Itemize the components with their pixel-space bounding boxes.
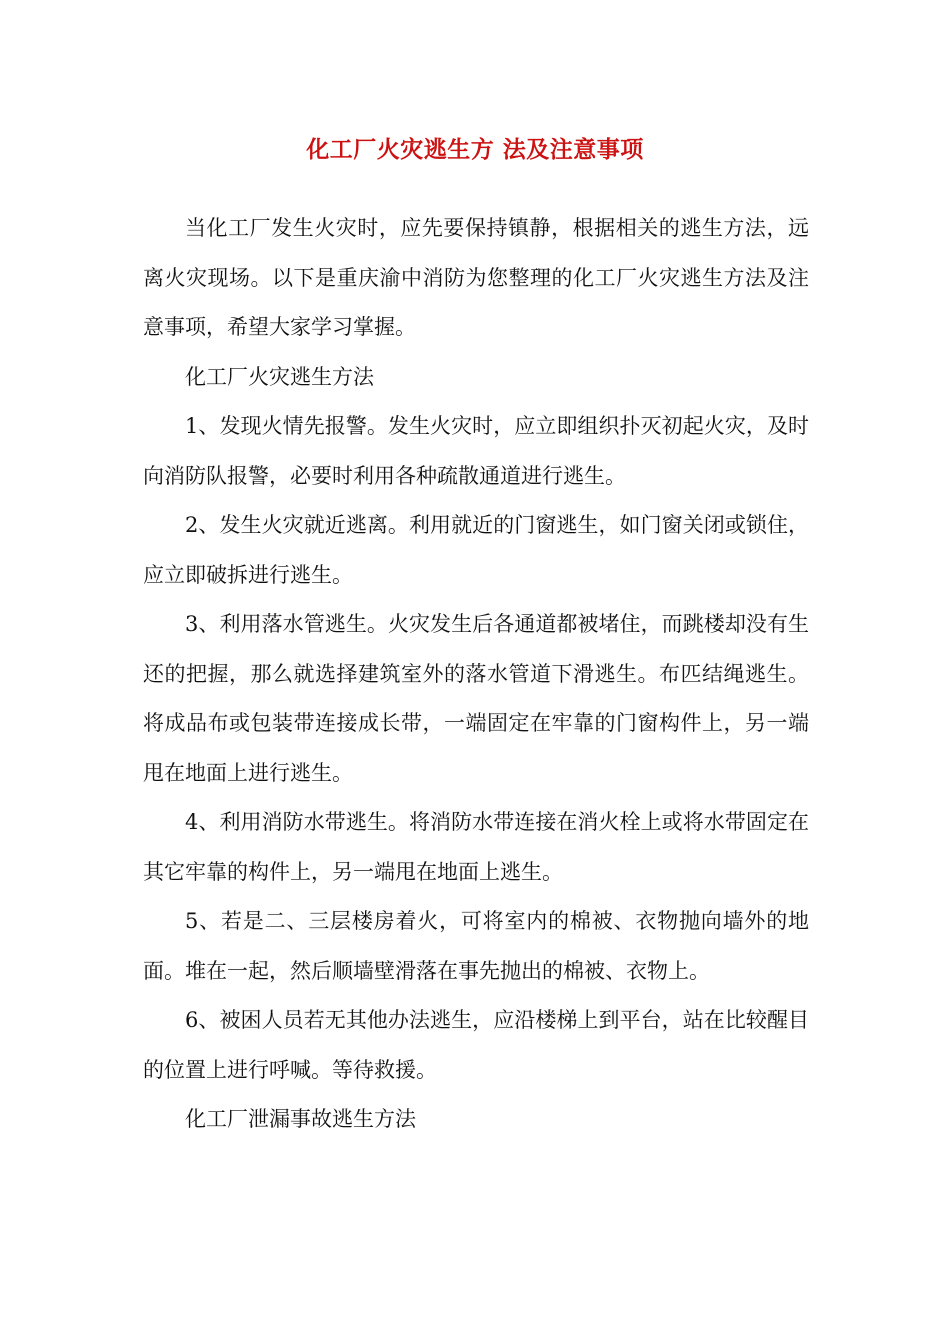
paragraph-item-5: 5、若是二、三层楼房着火，可将室内的棉被、衣物抛向墙外的地面。堆在一起，然后顺墙壁滑落在事先抛出的棉被、衣物上。 <box>143 909 809 983</box>
document-body <box>143 204 809 1145</box>
paragraph-item-3: 3、利用落水管逃生。火灾发生后各通道都被堵住，而跳楼却没有生还的把握，那么就选择建筑室外的落水管道下滑逃生。布匹结绳逃生。将成品布或包装带连接成长带，一端固定在牢靠的门窗构件上，另一端甩在地面上进行逃生。 <box>143 612 809 785</box>
paragraph-item-6: 6、被困人员若无其他办法逃生，应沿楼梯上到平台，站在比较醒目的位置上进行呼喊。等待救援。 <box>143 1008 809 1082</box>
paragraph-item-1: 1、发现火情先报警。发生火灾时，应立即组织扑灭初起火灾，及时向消防队报警，必要时利用各种疏散通道进行逃生。 <box>143 414 809 488</box>
section-heading-leak-escape: 化工厂泄漏事故逃生方法 <box>185 1107 416 1131</box>
section-heading-fire-escape: 化工厂火灾逃生方法 <box>185 364 374 389</box>
paragraph-item-2: 2、发生火灾就近逃离。利用就近的门窗逃生，如门窗关闭或锁住，应立即破拆进行逃生。 <box>143 513 809 587</box>
paragraph-item-4: 4、利用消防水带逃生。将消防水带连接在消火栓上或将水带固定在其它牢靠的构件上，另一端甩在地面上逃生。 <box>143 810 809 884</box>
document-title: 化工厂火灾逃生方 法及注意事项 <box>306 136 644 163</box>
paragraph-intro: 当化工厂发生火灾时，应先要保持镇静，根据相关的逃生方法，远离火灾现场。以下是重庆渝中消防为您整理的化工厂火灾逃生方法及注意事项，希望大家学习掌握。 <box>143 216 809 339</box>
